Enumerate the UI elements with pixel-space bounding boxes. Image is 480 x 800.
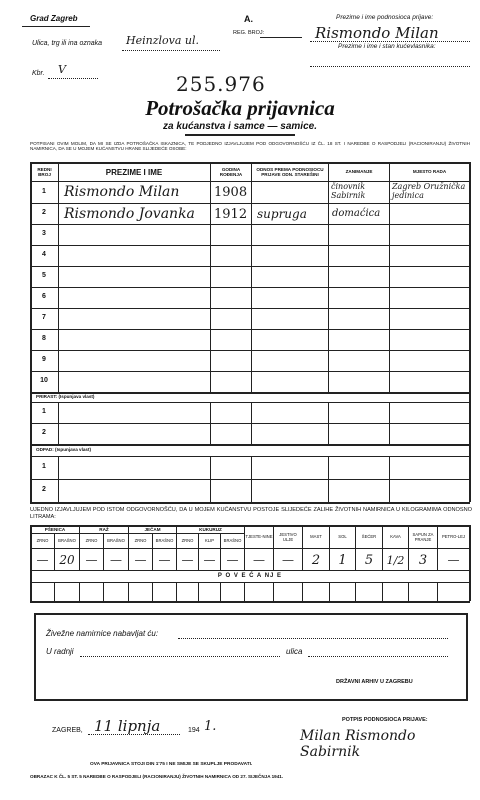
stock-header: JESTIVO ULJE: [279, 531, 297, 542]
row-number: 7: [42, 314, 46, 321]
stock-header: SOL: [338, 534, 347, 540]
stock-group-header: KUKURUZ: [199, 526, 222, 532]
purchase-line1: Živežne namirnice nabavljat ću:: [46, 629, 159, 638]
stock-value: 1: [338, 552, 347, 568]
row-number: 5: [42, 272, 46, 279]
row-number: 6: [42, 293, 46, 300]
stock-value: —: [36, 553, 49, 567]
footer-year-suffix: 1.: [204, 719, 217, 734]
stock-header: KAVA: [390, 534, 401, 540]
stock-footer: P O V E Ć A NJ E: [217, 572, 283, 579]
prirast-title: PRIRAST: (Ispunjava vlast): [36, 394, 95, 399]
prirast-row-number: 2: [42, 429, 46, 436]
purchase-shop-label: U radnji: [46, 647, 74, 656]
stock-subheader: ZRNO: [181, 538, 194, 544]
row-number: 2: [42, 209, 46, 216]
row-number: 10: [40, 377, 48, 384]
odpad-row-number: 2: [42, 486, 46, 493]
kbr-value: V: [58, 63, 66, 76]
stock-header: MAST: [310, 534, 322, 540]
applicant-label: Prezime i ime podnosioca prijave:: [336, 14, 434, 21]
stock-value: 1/2: [386, 553, 405, 567]
stock-subheader: ZRNO: [85, 538, 98, 544]
stock-value: 20: [59, 553, 75, 567]
stock-header: SAPUN ZA PRANJE: [412, 531, 434, 542]
stock-subheader: BRAŠNO: [223, 538, 242, 544]
stock-value: —: [158, 553, 171, 567]
header-prezime-ime: PREZIME I IME: [105, 167, 163, 177]
kbr-label: Kbr.: [32, 70, 45, 77]
header-odnos: ODNOS PREMA PODNOSIOCU PRIJAVE ODN. STAREŠINI: [256, 166, 324, 177]
purchase-box: [34, 613, 468, 701]
stock-value: —: [134, 553, 147, 567]
stock-value: —: [110, 553, 122, 567]
signature: Milan Rismondo Sabirnik: [300, 728, 416, 760]
stock-subheader: BRAŠNO: [107, 538, 125, 544]
form-subtitle: za kućanstva i samce — samice.: [163, 121, 317, 132]
odpad-row-number: 1: [42, 463, 46, 470]
footer-city: ZAGREB,: [52, 727, 83, 734]
section-letter: A.: [244, 14, 253, 24]
row-number: 4: [42, 251, 46, 258]
stock-value: —: [282, 553, 294, 567]
footer-day: 11 lipnja: [94, 717, 161, 735]
archive-stamp: DRŽAVNI ARHIV U ZAGREBU: [336, 679, 413, 685]
prirast-row-number: 1: [42, 408, 46, 415]
stock-value: —: [203, 553, 216, 567]
form-title: Potrošačka prijavnica: [145, 96, 335, 120]
stock-subheader: KLIP: [204, 538, 215, 544]
row-number: 8: [42, 335, 46, 342]
header-godina: GODINA ROĐENJA: [219, 166, 243, 177]
stock-header: ŠEĆER: [361, 534, 377, 540]
stock-value: —: [253, 553, 265, 567]
street-value: Heinzlova ul.: [126, 34, 200, 47]
stock-subheader: ZRNO: [36, 538, 49, 544]
stock-text: UJEDNO IZJAVLJUJEM POD ISTOM ODGOVORNOŠĆU, DA U MOJEM KUĆANSTVU POSTOJE SLIJEDEĆE ZALIHE ŽIVOTNIH NAMIRNICA U KILOGRAMIMA ODNOSNO LITRAMA:: [30, 507, 472, 520]
row-number: 1: [42, 188, 46, 195]
stock-group-header: RAŽ: [99, 526, 109, 532]
price-note: OVA PRIJAVNICA STOJI DIN 1'75 I NE SMIJE SE SKUPLJE PRODAVATI.: [90, 762, 253, 767]
city-label: Grad Zagreb: [30, 14, 78, 23]
signature-label: POTPIS PODNOSIOCA PRIJAVE:: [342, 717, 428, 723]
member-name: Rismondo Milan: [64, 184, 180, 200]
header-mjesto-rada: MJESTO RADA: [412, 169, 447, 175]
stock-group-header: JEČAM: [144, 526, 161, 532]
stock-value: 5: [364, 552, 374, 568]
header-redni-broj: REDNI BROJ: [37, 166, 52, 177]
member-relation: supruga: [257, 207, 307, 221]
member-occupation: domaćica: [332, 208, 381, 219]
stock-subheader: ZRNO: [134, 538, 147, 544]
intro-text: POTPISANI OVIM MOLIM, DA MI SE IZDA POTROŠAČKA ISKAZNICA, TE PODJEDNO IZJAVLJUJEM POD ODGOVORNOŠĆU IZ ČL. 18 ST. I NAREDBE O RASPODJELI (RACIONIRANJU) ŽIVOTNIH NAMIRNICA, DA SE U MOJEM KUĆANSTVU HRANE SLIJEDEĆE OSOBE:: [30, 141, 470, 152]
member-year: 1908: [214, 185, 248, 200]
registration-number: 255.976: [176, 72, 266, 96]
form-reference-note: OBRAZAC K ČL. 5 ST. 5 NAREDBE O RASPODJELI (RACIONIRANJU) ŽIVOTNIH NAMIRNICA OD 27. SIJEČNJA 1941.: [30, 774, 284, 779]
household-label: Prezime i ime i stan kućevlasnika:: [338, 43, 436, 50]
applicant-value: Rismondo Milan: [315, 24, 439, 42]
stock-value: —: [447, 553, 460, 567]
row-number: 9: [42, 356, 46, 363]
member-occupation: činovnik Sabirnik: [331, 182, 366, 200]
header-zanimanje: ZANIMANJE: [345, 169, 373, 175]
stock-subheader: BRAŠNO: [155, 538, 174, 544]
member-workplace: Zagreb Oružnička jedinica: [392, 182, 466, 200]
purchase-street-label: ulica: [286, 647, 303, 656]
stock-value: —: [226, 553, 239, 567]
stock-header: TJESTE-NINE: [245, 534, 273, 540]
stock-header: PETRO-LEJ: [441, 534, 466, 540]
member-name: Rismondo Jovanka: [64, 206, 195, 222]
stock-value: —: [85, 553, 98, 567]
member-year: 1912: [214, 207, 248, 222]
row-number: 3: [42, 230, 46, 237]
odpad-title: ODPAD: (Ispunjava vlast): [36, 447, 92, 452]
stock-value: —: [181, 553, 194, 567]
stock-group-header: PŠENICA: [44, 526, 66, 532]
reg-label: REG. BROJ:: [233, 30, 265, 36]
stock-value: 3: [418, 552, 428, 568]
stock-value: 2: [311, 552, 321, 568]
footer-year-prefix: 194: [188, 727, 200, 734]
stock-subheader: BRAŠNO: [58, 538, 76, 544]
street-label: Ulica, trg ili ina oznaka: [32, 40, 103, 47]
